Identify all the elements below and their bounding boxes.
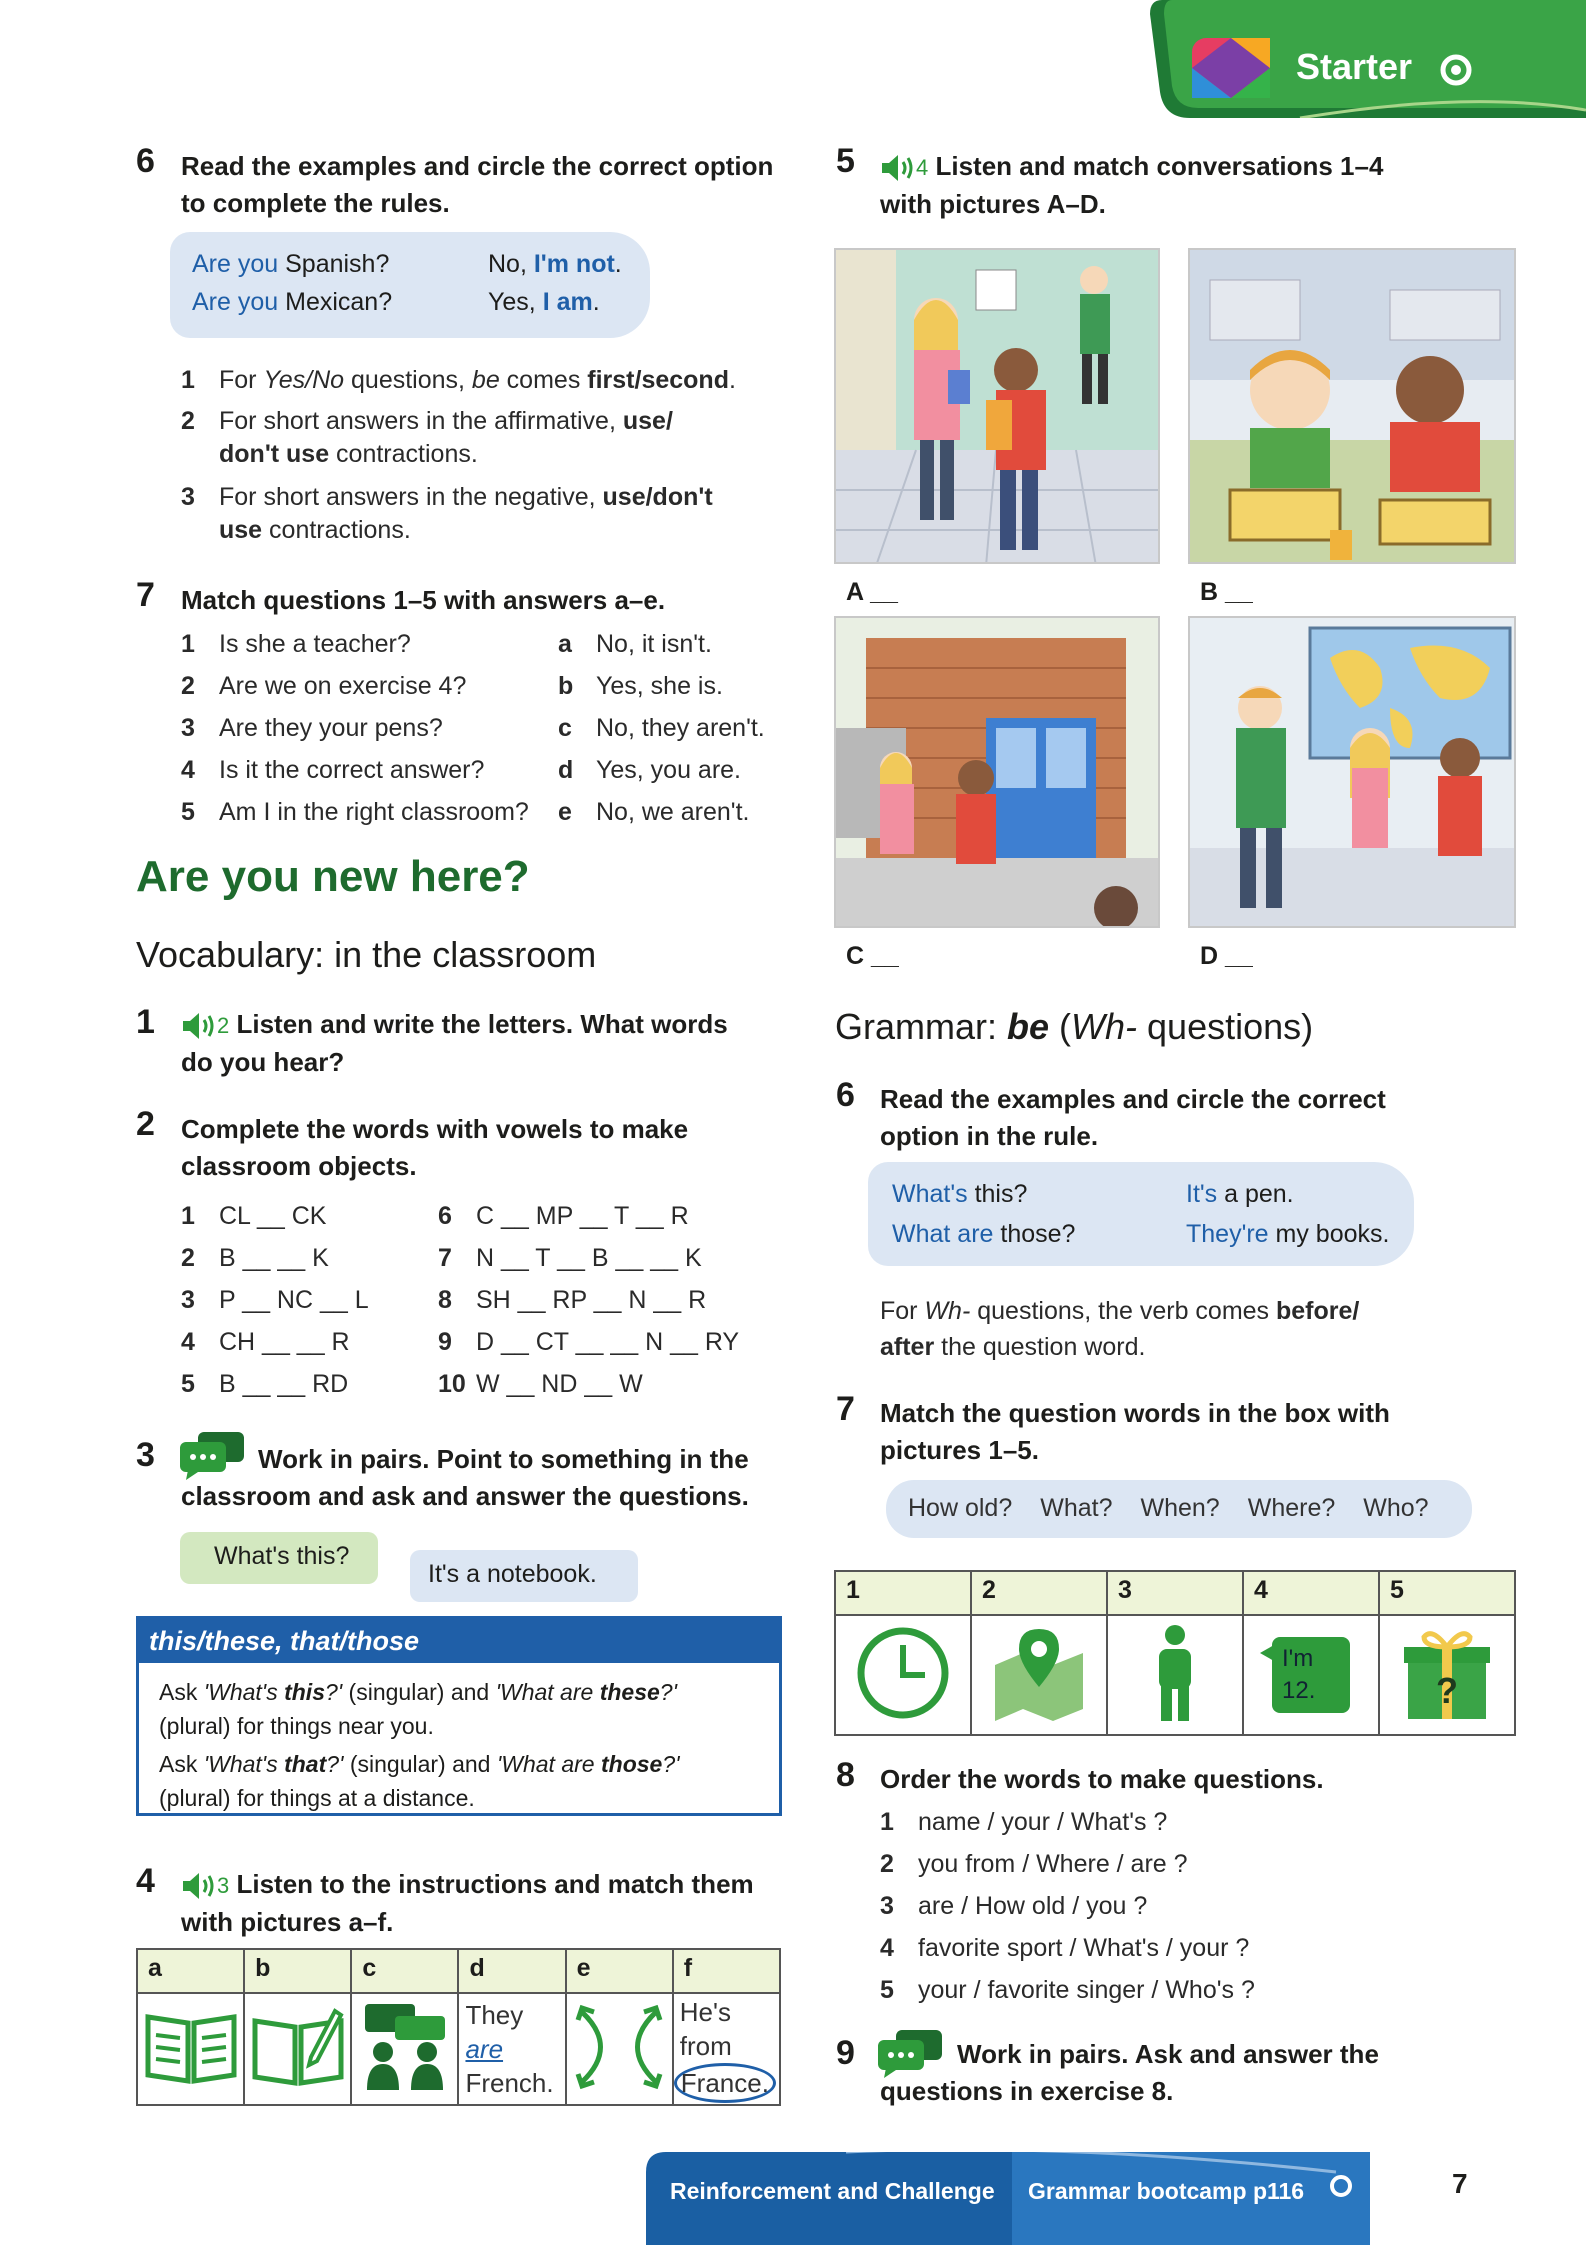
picture-A-label: A __ (846, 578, 898, 606)
answer-text: Yes, you are. (596, 756, 742, 784)
picture-D (1188, 616, 1516, 928)
question-text: Are they your pens? (219, 714, 443, 742)
question-word: Where? (1247, 1494, 1336, 1522)
exercise-6-number: 6 (136, 142, 155, 180)
picture-2 (971, 1615, 1107, 1735)
grammar-title: Grammar: be (Wh- questions) (835, 1006, 1314, 1047)
question-word: What? (1040, 1494, 1113, 1522)
picture-B (1188, 248, 1516, 564)
picture-4 (1243, 1615, 1379, 1735)
table-header-c: c (351, 1949, 458, 1993)
word-blanks: B __ __ RD (219, 1370, 349, 1398)
item-number: 4 (181, 1328, 195, 1356)
picture-3 (1107, 1615, 1243, 1735)
example-a2-text: Yes, (488, 288, 543, 316)
classroom-map-illustration (1190, 618, 1516, 928)
question-text: Is she a teacher? (219, 630, 411, 658)
exercise-1-title (181, 1006, 728, 1081)
item-number: 3 (880, 1892, 894, 1920)
audio-speaker-icon[interactable] (880, 153, 916, 183)
question-text: Am I in the right classroom? (219, 798, 529, 826)
open-book-icon (144, 2009, 238, 2085)
exercise-1-number: 1 (136, 1003, 155, 1041)
table-header-1: 1 (835, 1571, 971, 1615)
table-header-4: 4 (1243, 1571, 1379, 1615)
speech-bubble-answer: It's a notebook. (410, 1550, 638, 1602)
reinforcement-link[interactable]: Reinforcement and Challenge (670, 2178, 995, 2204)
school-entrance-illustration (836, 618, 1160, 928)
example-a2-end: . (592, 288, 600, 316)
table-header-b: b (244, 1949, 351, 1993)
word-blanks: W __ ND __ W (476, 1370, 643, 1398)
clock-icon (855, 1625, 951, 1721)
item-number: 2 (181, 1244, 195, 1272)
exercise-7b-number: 7 (836, 1390, 855, 1428)
word-blanks: CL __ CK (219, 1202, 327, 1230)
exercise-1-title-line1: Listen and write the letters. What words (236, 1009, 728, 1039)
picture-c (351, 1993, 458, 2105)
swap-arrows-icon (574, 2002, 664, 2092)
answer-text: No, we aren't. (596, 798, 750, 826)
grammar-note-line4: (plural) for things at a distance. (159, 1785, 475, 1811)
vowel-word (181, 1326, 350, 1359)
grammar-note-box (136, 1616, 782, 1816)
picture-f: He's from France. (673, 1993, 780, 2105)
answer-text: No, it isn't. (596, 630, 712, 658)
footer-bar (646, 2152, 1370, 2245)
exercise-2-number: 2 (136, 1105, 155, 1143)
example-a1-end: . (614, 250, 622, 278)
scrambled-words: your / favorite singer / Who's ? (918, 1976, 1255, 2004)
exercise-9-title: Work in pairs. Ask and answer the questions in exercise 8. (880, 2039, 1379, 2106)
word-blanks: D __ CT __ __ N __ RY (476, 1328, 740, 1356)
table-header-3: 3 (1107, 1571, 1243, 1615)
word-blanks: B __ __ K (219, 1244, 329, 1272)
question-text: Are we on exercise 4? (219, 672, 467, 700)
answer-letter: d (558, 756, 574, 784)
exercise-7b-title: Match the question words in the box with pictures 1–5. (880, 1398, 1390, 1465)
question-word: Who? (1363, 1494, 1429, 1522)
exercise-9-number: 9 (836, 2034, 855, 2072)
gift-icon (1402, 1625, 1492, 1721)
picture-a (137, 1993, 244, 2105)
table-header-2: 2 (971, 1571, 1107, 1615)
answer-letter: c (558, 714, 572, 742)
item-number: 2 (880, 1850, 894, 1878)
vowel-word (438, 1326, 739, 1359)
word-blanks: CH __ __ R (219, 1328, 350, 1356)
vowel-word (438, 1200, 689, 1233)
item-number: 1 (880, 1808, 894, 1836)
vocabulary-title: Vocabulary: in the classroom (136, 934, 597, 975)
word-blanks: N __ T __ B __ __ K (476, 1244, 702, 1272)
answer-letter: b (558, 672, 574, 700)
question-word: How old? (908, 1494, 1013, 1522)
exercise-4-title: 3 Listen to the instructions and match them with pictures a–f. (181, 1869, 754, 1937)
word-blanks: SH __ RP __ N __ R (476, 1286, 707, 1314)
vowel-word (438, 1284, 706, 1317)
item-number: 4 (880, 1934, 894, 1962)
match-question (181, 670, 466, 703)
vowel-word (181, 1242, 329, 1275)
table-header-d: d (458, 1949, 565, 1993)
hallway-illustration (836, 250, 1160, 564)
picture-C (834, 616, 1160, 928)
picture-C-label: C __ (846, 942, 899, 970)
exercise-6-title (181, 148, 773, 222)
exercise-7b-table (834, 1570, 1516, 1736)
vowel-word (438, 1368, 643, 1401)
age-speech-bubble: I'm 12. (1272, 1637, 1350, 1713)
grammar-note-line2: (plural) for things near you. (159, 1713, 434, 1739)
item-number: 5 (181, 1370, 195, 1398)
example-a2-bold: I am (542, 288, 593, 316)
exercise-6-title-line2: to complete the rules. (181, 188, 450, 218)
starter-label: Starter (1296, 46, 1413, 87)
example-a1-text: No, (488, 250, 534, 278)
picture-A (834, 248, 1160, 564)
item-number: 3 (181, 714, 195, 742)
item-number: 1 (181, 630, 195, 658)
vowel-word (181, 1368, 348, 1401)
item-number: 1 (181, 1202, 195, 1230)
order-question (880, 1806, 1167, 1839)
table-header-e: e (566, 1949, 673, 1993)
item-number: 10 (438, 1370, 466, 1398)
picture-1 (835, 1615, 971, 1735)
order-question (880, 1848, 1188, 1881)
exercise-3-number: 3 (136, 1436, 155, 1474)
exercise-7-title: Match questions 1–5 with answers a–e. (181, 585, 666, 615)
grammar-bootcamp-link[interactable]: Grammar bootcamp p116 (1028, 2178, 1305, 2204)
answer-text: No, they aren't. (596, 714, 765, 742)
rule-3: 3 For short answers in the negative, use/don't use contractions. (181, 483, 713, 544)
match-question (181, 754, 484, 787)
exercise-6b-title: Read the examples and circle the correct option in the rule. (880, 1084, 1386, 1151)
scrambled-words: you from / Where / are ? (918, 1850, 1188, 1878)
pair-talk-icon (359, 2002, 451, 2092)
lunch-illustration (1190, 250, 1516, 564)
question-text: Is it the correct answer? (219, 756, 485, 784)
order-question (880, 1932, 1249, 1965)
word-blanks: P __ NC __ L (219, 1286, 369, 1314)
exercise-5-number: 5 (836, 142, 855, 180)
match-question (181, 712, 443, 745)
picture-5 (1379, 1615, 1515, 1735)
exercise-6-title-line1: Read the examples and circle the correct option (181, 151, 774, 181)
grammar-note-line3: Ask 'What's that?' (singular) and 'What are those?' (159, 1751, 680, 1777)
picture-d: They are French. (458, 1993, 565, 2105)
table-header-5: 5 (1379, 1571, 1515, 1615)
match-answer (558, 670, 723, 703)
starter-tab (1150, 0, 1586, 118)
answer-letter: e (558, 798, 572, 826)
tab-clip-icon (1436, 50, 1476, 90)
exercise-3-title: Work in pairs. Point to something in the classroom and ask and answer the questions. (181, 1444, 749, 1511)
item-number: 6 (438, 1202, 452, 1230)
match-answer (558, 754, 741, 787)
grammar-note-line1: Ask 'What's this?' (singular) and 'What are these?' (159, 1679, 677, 1705)
question-word: When? (1140, 1494, 1220, 1522)
page-number: 7 (1452, 2168, 1468, 2199)
rule-2: 2 For short answers in the affirmative, use/ don't use contractions. (181, 407, 673, 468)
match-question (181, 628, 411, 661)
grammar-note-title: this/these, that/those (139, 1619, 779, 1663)
question-words-box (886, 1480, 1472, 1538)
exercise-4-table (136, 1948, 781, 2106)
item-number: 8 (438, 1286, 452, 1314)
svg-text:?: ? (1436, 1669, 1458, 1711)
exercise-4-number: 4 (136, 1862, 155, 1900)
table-header-a: a (137, 1949, 244, 1993)
match-answer (558, 628, 712, 661)
vowel-word (438, 1242, 702, 1275)
wh-examples-bubble: What's this? It's a pen. What are those? They're my books. (868, 1162, 1414, 1266)
speech-bubble-question: What's this? (180, 1532, 378, 1584)
order-question (880, 1890, 1147, 1923)
picture-B-label: B __ (1200, 578, 1253, 606)
match-answer (558, 796, 749, 829)
audio-speaker-icon[interactable] (181, 1011, 217, 1041)
answer-text: Yes, she is. (596, 672, 723, 700)
order-question (880, 1974, 1255, 2007)
audio-track-number: 2 (217, 1013, 230, 1038)
scrambled-words: favorite sport / What's / your ? (918, 1934, 1250, 1962)
section-title: Are you new here? (136, 852, 530, 901)
exercise-6b-number: 6 (836, 1076, 855, 1114)
wh-rule: For Wh- questions, the verb comes before/ after the question word. (880, 1297, 1360, 1361)
table-header-f: f (673, 1949, 780, 1993)
map-pin-icon (989, 1625, 1089, 1721)
cube-logo-icon (1188, 32, 1274, 104)
rule-1: 1 For Yes/No questions, be comes first/second. (181, 366, 736, 394)
exercise-2-title: Complete the words with vowels to make classroom objects. (181, 1114, 689, 1181)
exercise-7-number: 7 (136, 576, 155, 614)
vowel-word (181, 1200, 326, 1233)
match-question (181, 796, 529, 829)
item-number: 3 (181, 1286, 195, 1314)
item-number: 5 (181, 798, 195, 826)
exercise-8-number: 8 (836, 1756, 855, 1794)
example-q2-word: Are you (192, 288, 279, 316)
examples-bubble (170, 232, 650, 338)
answer-letter: a (558, 630, 572, 658)
exercise-5-title: 4 Listen and match conversations 1–4 with pictures A–D. (880, 151, 1384, 219)
exercise-1-title-line2: do you hear? (181, 1047, 345, 1077)
item-number: 7 (438, 1244, 452, 1272)
item-number: 4 (181, 756, 195, 784)
example-q2-text: Mexican? (278, 288, 393, 316)
item-number: 5 (880, 1976, 894, 2004)
picture-D-label: D __ (1200, 942, 1253, 970)
example-q1-word: Are you (192, 250, 279, 278)
item-number: 9 (438, 1328, 452, 1356)
audio-speaker-icon[interactable] (181, 1871, 217, 1901)
example-q1-text: Spanish? (278, 250, 390, 278)
picture-e (566, 1993, 673, 2105)
exercise-8-title: Order the words to make questions. (880, 1764, 1324, 1794)
word-blanks: C __ MP __ T __ R (476, 1202, 689, 1230)
picture-b (244, 1993, 351, 2105)
example-a1-bold: I'm not (533, 250, 615, 278)
item-number: 2 (181, 672, 195, 700)
person-icon (1145, 1623, 1205, 1723)
scrambled-words: name / your / What's ? (918, 1808, 1168, 1836)
scrambled-words: are / How old / you ? (918, 1892, 1148, 1920)
notebook-pencil-icon (251, 2007, 345, 2087)
match-answer (558, 712, 765, 745)
vowel-word (181, 1284, 369, 1317)
